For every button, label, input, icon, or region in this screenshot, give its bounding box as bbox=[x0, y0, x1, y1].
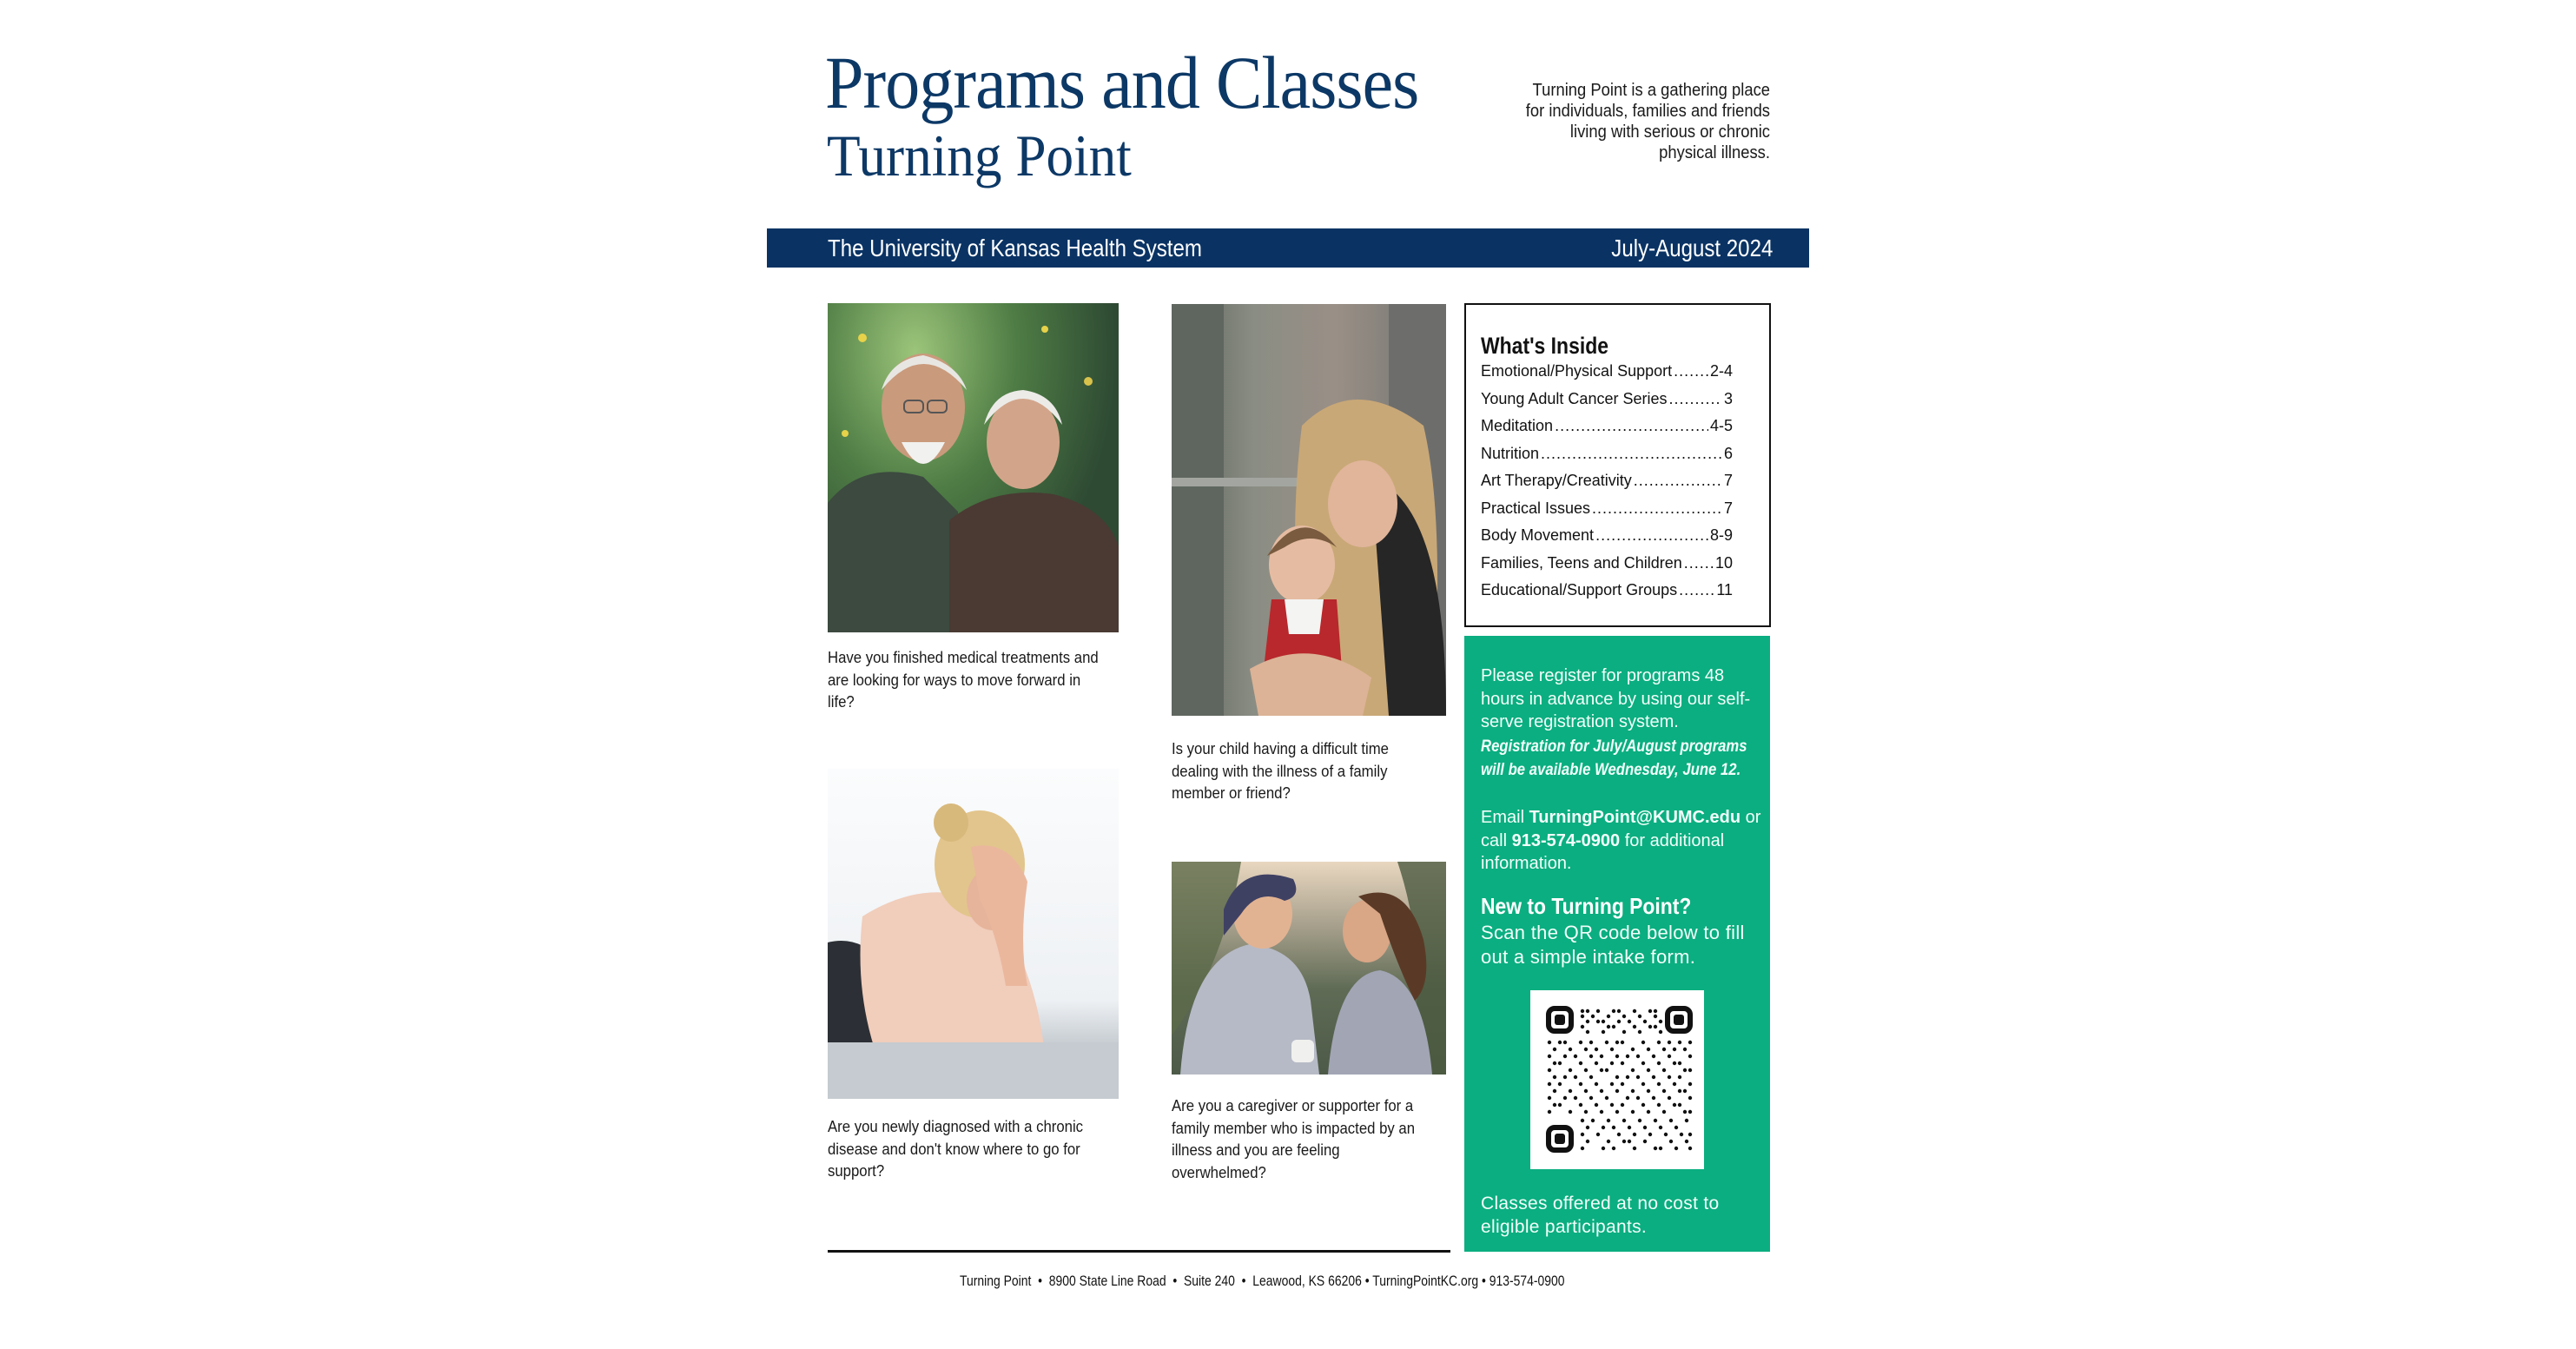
toc-item: Art Therapy/Creativity ..... 7 bbox=[1481, 472, 1733, 499]
toc-item: Young Adult Cancer Series ..... 3 bbox=[1481, 390, 1733, 418]
contact-info: Email TurningPoint@KUMC.edu or call 913-574-0900 for additional information. bbox=[1481, 808, 1761, 873]
footer-address: Turning Point • 8900 State Line Road • Suite 240 • Leawood, KS 66206 • TurningPointKC.org • 913-574-0900 bbox=[960, 1273, 1565, 1289]
new-visitor-heading: New to Turning Point? bbox=[1481, 893, 1692, 919]
photo-caption: Have you finished medical treatments and are looking for ways to move forward in life? bbox=[828, 649, 1099, 711]
email-link[interactable]: TurningPoint@KUMC.edu bbox=[1529, 808, 1741, 827]
qr-code-icon[interactable] bbox=[1530, 990, 1704, 1169]
photo-caregiver-friends-illustration bbox=[1172, 862, 1446, 1075]
registration-panel bbox=[1464, 636, 1770, 1252]
photo-caption: Are you newly diagnosed with a chronic disease and don't know where to go for support? bbox=[828, 1118, 1084, 1180]
phone-number[interactable]: 913-574-0900 bbox=[1511, 830, 1621, 850]
organization-name: The University of Kansas Health System bbox=[828, 235, 1202, 261]
toc-item: Practical Issues ..... 7 bbox=[1481, 499, 1733, 527]
qr-code-graphic bbox=[1530, 990, 1704, 1169]
photo-mother-daughter bbox=[1172, 304, 1446, 716]
whats-inside-box bbox=[1464, 303, 1771, 627]
photo-caption: Are you a caregiver or supporter for a family member who is impacted by an illness and you are feeling overwhelmed? bbox=[1172, 1097, 1416, 1181]
toc-item: Educational/Support Groups ..... 11 bbox=[1481, 581, 1733, 609]
registration-intro: Please register for programs 48 hours in advance by using our self-serve registration system. bbox=[1481, 666, 1751, 731]
photo-caption: Is your child having a difficult time dealing with the illness of a family member or friend? bbox=[1172, 740, 1389, 802]
photo-elderly-couple bbox=[828, 303, 1119, 632]
photo-stressed-woman bbox=[828, 769, 1119, 1099]
intro-text: Turning Point is a gathering place for individuals, families and friends living with serious or chronic physical illness. bbox=[1525, 81, 1770, 162]
registration-availability: Registration for July/August programs will be available Wednesday, June 12. bbox=[1481, 737, 1747, 779]
table-of-contents bbox=[1481, 362, 1733, 609]
whats-inside-title: What's Inside bbox=[1481, 333, 1609, 359]
toc-item: Families, Teens and Children ..... 10 bbox=[1481, 554, 1733, 582]
date-range: July-August 2024 bbox=[1610, 235, 1773, 261]
footer-divider bbox=[828, 1250, 1450, 1253]
page-subtitle: Turning Point bbox=[827, 122, 1132, 188]
scan-instructions: Scan the QR code below to fill out a simple intake form. bbox=[1481, 922, 1745, 968]
photo-stressed-woman-illustration bbox=[828, 769, 1119, 1099]
toc-item: Emotional/Physical Support ..... 2-4 bbox=[1481, 362, 1733, 390]
cost-note: Classes offered at no cost to eligible participants. bbox=[1481, 1194, 1720, 1237]
toc-item: Meditation ..... 4-5 bbox=[1481, 417, 1733, 445]
photo-caregiver-friends bbox=[1172, 862, 1446, 1075]
page-title: Programs and Classes bbox=[825, 41, 1419, 124]
toc-item: Nutrition ..... 6 bbox=[1481, 445, 1733, 473]
photo-elderly-couple-illustration bbox=[828, 303, 1119, 632]
photo-mother-daughter-illustration bbox=[1172, 304, 1446, 716]
toc-item: Body Movement ..... 8-9 bbox=[1481, 526, 1733, 554]
